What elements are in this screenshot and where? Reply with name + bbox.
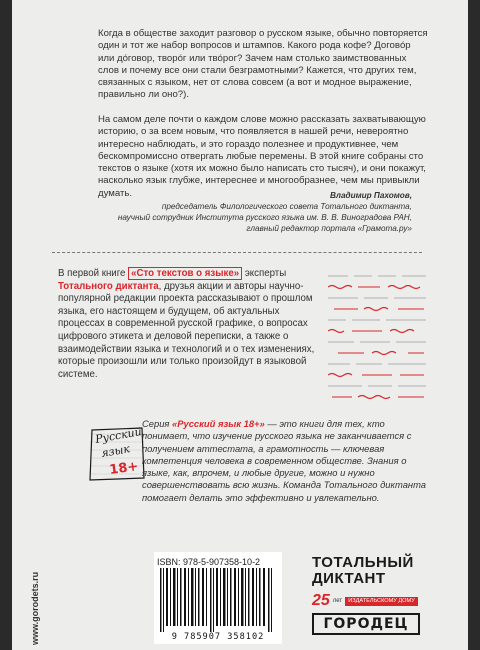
badge-line-1: Русский (94, 426, 143, 446)
badge-line-3: 18+ (108, 459, 140, 478)
publisher-website[interactable]: www.gorodets.ru (30, 571, 40, 645)
series-text-end: — это книги для тех, кто понимает, что изучение русского языка не заканчивается с получением аттестата, а грамотность — ключевая компетенция человека в современном обществе. Знания о языке, как, впрочем, и любые другие, можно и нужно совершенствовать всю жизнь. Команда Тотального диктанта помогает делать это эффективно и увлекательно. (142, 418, 426, 503)
isbn-number: ISBN: 978-5-907358-10-2 (157, 557, 261, 567)
author-role-3: главный редактор портала «Грамота.ру» (246, 224, 412, 233)
barcode-digits: 9 785907 358102 (171, 632, 265, 642)
paragraph-main: На самом деле почти о каждом слове можно рассказать захватывающую историю, о за всем новым, что появляется в нашей речи, невероятно интересно наблюдать, и это гораздо полезнее и продуктивнее, чем бескомпромиссно отвергать любые перемены. В этой книге собраны сто текстов о языке (хотя их можно было написать сто тысяч), и они покажут, насколько язык глубже, интереснее и многообразнее, чем мы привыкли думать. (98, 114, 426, 199)
book-back-cover (12, 0, 468, 650)
badge-line-2: язык (100, 442, 131, 460)
series-description (142, 418, 427, 504)
publisher-house-label: ИЗДАТЕЛЬСКОМУ ДОМУ (345, 597, 418, 606)
badge-frame-icon (88, 426, 146, 482)
project-name: Тотального диктанта (58, 280, 159, 292)
book-title-highlight: «Сто текстов о языке» (128, 267, 242, 280)
totalny-diktant-logo (312, 555, 432, 587)
brand-line-1: ТОТАЛЬНЫЙ (312, 554, 414, 571)
author-role-1: председатель Филологического совета Тотального диктанта, (161, 202, 412, 211)
description-text-start: В первой книге (58, 268, 129, 279)
description-text-middle: эксперты (242, 268, 287, 279)
author-role-2: научный сотрудник Института русского языка им. В. В. Виноградова РАН, (117, 213, 412, 222)
series-text-start: Серия (142, 418, 173, 429)
lined-paper-icon (328, 270, 428, 400)
book-description (58, 268, 318, 381)
publisher-logo (312, 592, 420, 635)
series-name: «Русский язык 18+» (172, 418, 265, 429)
series-badge (88, 426, 146, 482)
author-name: Владимир Пахомов, (329, 191, 412, 200)
publisher-anniversary (312, 592, 420, 610)
anniversary-years: лет (332, 597, 343, 604)
decorative-handwriting-lines (328, 270, 428, 400)
brand-line-2: ДИКТАНТ (312, 570, 386, 587)
anniversary-number: 25 (312, 592, 330, 609)
publisher-name: ГОРОДЕЦ (312, 613, 420, 635)
dashed-divider (52, 252, 422, 253)
paragraph-intro: Когда в обществе заходит разговор о русском языке, обычно повторяется один и тот же набор вопросов и штампов. Какого рода кофе? Договóр или дóговор, творóг или твóрог? Зачем нам столько заимствованных слов и почему все они стали безграмотными? Кажется, что других тем, связанных с языком, нет от слова совсем (а вот и модное выражение, правильно ли оно?). (98, 28, 428, 101)
author-signature (82, 190, 412, 234)
description-text-end: , друзья акции и авторы научно-популярной редакции проекта рассказывают о прошлом языка, его настоящем и будущем, об актуальных процессах в современной русской графике, о вопросах цифрового этикета и деловой переписки, а также о взаимодействии языка и технологий и о тех изменениях, которые произошли или только произойдут в языковой системе. (58, 280, 315, 380)
